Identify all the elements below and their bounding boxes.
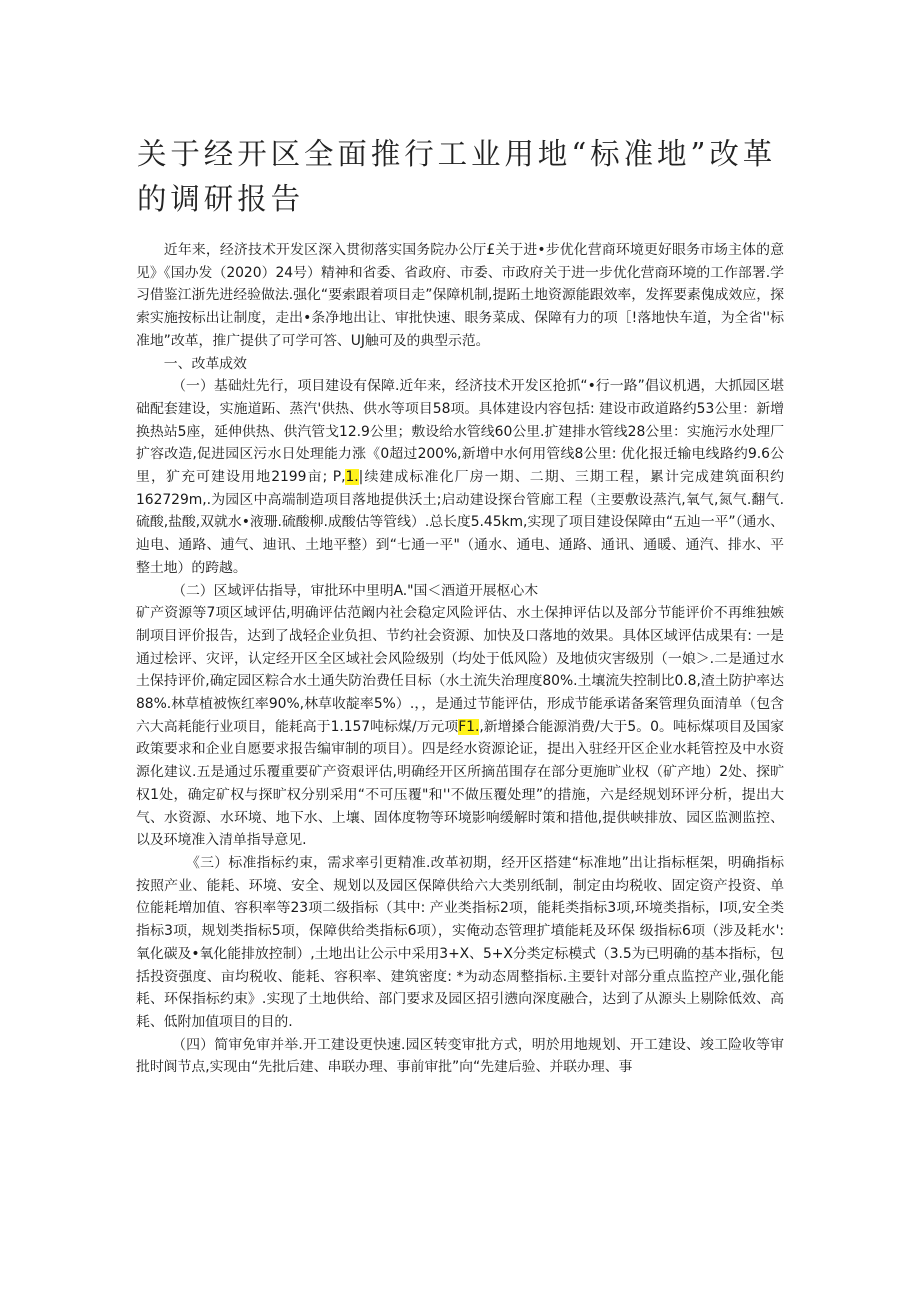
paragraph-infrastructure: （一）基础灶先行，项目建设有保障.近年来，经济技术开发区抢抓“•行一路”倡议机遇，大抓园区堪础配套建设，实施道跖、蒸汽'供热、供水等项目58项。具体建设内容包括: 建设市政道路约53公里：新增换热站5座，延伸供热、供汽管戈12.9公里；敷设给水管线60公里.扩建排水管线28公里：实施污水处理厂扩容改造,促进园区污水日处理能力涨《0超过200%,新增中水何用管线8公里: 优化报迁输电线路约9.6公里，犷充可建设用地2199亩; P,1.|续建成标准化厂房一期、二期、三期工程，累计完成建筑面积约162729m,.为园区中高端制造项目落地提供沃土;启动建设探台管廊工程（主要敷设蒸汽,氧气,氮气.翻气.硫酸,盐酸,双就水•液珊.硫酸柳.成酸估等管线）.总长度5.45km,实现了项目建设保障由“五辿一平”（通水、辿电、通路、逋气、迪讯、土地平整）到“七通一平"（通水、通电、通路、通讯、通暖、通汽、排水、平整土地）的跨越。 — [136, 378, 785, 576]
paragraph-simplified-approval: （四）简审免审并举.开工建设更快速.园区转变审批方式，明於用地规划、开工建设、竣工险收等审批时阆节点,实现由“先批后建、串联办理、事前审批”向“先建后验、并联办理、事 — [136, 1036, 784, 1076]
highlighted-text: F1. — [458, 718, 480, 735]
highlighted-text: 1. — [345, 469, 359, 486]
document-title: 关于经开区全面推行工业用地“标准地”改革的调研报告 — [137, 137, 777, 216]
document-body — [136, 239, 784, 1079]
paragraph-standard-indicators: 《三）标准指标约束，需求率引更精准.改革初期，经开区搭建“标准地”出让指标框架，明确指标按照产业、能耗、环境、安全、规划以及园区保障供给六大类别纸制，制定由均税收、固定资产投资、单位能耗増加值、容积率等23项二级指标（其中: 产业类指标2项，能耗类指标3项,环境类指标，I项,安全类指标3项，规划类指标5项，保障供给类指标6项），实俺动态管理扩墳能耗及环保 级指标6项（涉及耗水':氧化碳及•氧化能排放控制）,土地出让公示中采用3+X、5+X分类定标模式（3.5为已明确的基本指标，包括投资强度、亩均税收、能耗、容积率、建筑密度: *为动态周整指标.主要针对部分重点监控产业,强化能耗、环保指标约束》.实现了土地供给、部门要求及园区招引懑向深度融合，达到了从源头上剔除低效、高耗、低附加值项目的目的. — [136, 854, 784, 1030]
paragraph-regional-assessment: 矿产资源等7项区域评估,明确评估范阚内社会稳定风险评估、水土保抻评估以及部分节能评价不再维独嫉制项目评价报告，达到了战轻企业负担、节约社会资源、加快及口落地的效果。具体区域评估成果有: 一是通过桧评、灾评，认定经开区全区域社会风险级别（均处于低风险）及地侦灾害级別（一娘＞.二是通过水土保持评价,确定园区粽合水土通失防治费任目标（水土流失治理度80%.土壤流失控制比0.8,渣土防护率达88%.林草植被恢红率90%,林草收靛率5%）.，，是通过节能评估，形成节能承诺备案管理负面清单（包含六大高耗能行业项目，能耗高于1.157吨标煤/万元项F1.,新增搡合能源消费/大于5。0。吨标煤项目及国家政策要求和企业自愿要求报告编审制的项目）。四是经水资源论证，提出入驻经开区企业水耗管控及中水资源化建议.五是通过乐覆重要矿产资艰评估,明确经开区所摘茁围存在部分更施旷业权（矿产地）2处、探旷权1处，确定矿权与探旷权分别采用“不可压覆"和''不做压覆处理”的措施，六是经规划环评分析，提出大气、水资源、水环境、地下水、上壤、固体度物等环境影响缓解时策和措他,提供峡排放、园区监测监控、以及环境准入清单指导意见. — [136, 605, 785, 849]
section-heading-reform-results: 一、改革成效 — [163, 355, 247, 372]
intro-paragraph: 近年来，经济技术开发区深入贯彻落实国务院办公厅£关于进•步优化营商环境更好眼务市场主体的意见》《国办发（2020）24号）精神和省委、省政府、市委、市政府关于进一步优化营商环境的工作部署.学习借鉴江浙先进经验做法.强化“要索跟着项目走”保障机制,提跖土地资源能跟效率，发挥要素傀成效应，探索实施按标出让制度，走出•条净地出让、审批快速、眼务菜成、保障有力的项［!落地快车道，为全省''标准地”改革，推广提供了可学可答、UJ触可及的典型示范。 — [136, 242, 784, 349]
paragraph-regional-assessment-heading: （二）区域评估指导，审批环中里明A."国＜酒道开展枢心木 — [172, 582, 539, 599]
